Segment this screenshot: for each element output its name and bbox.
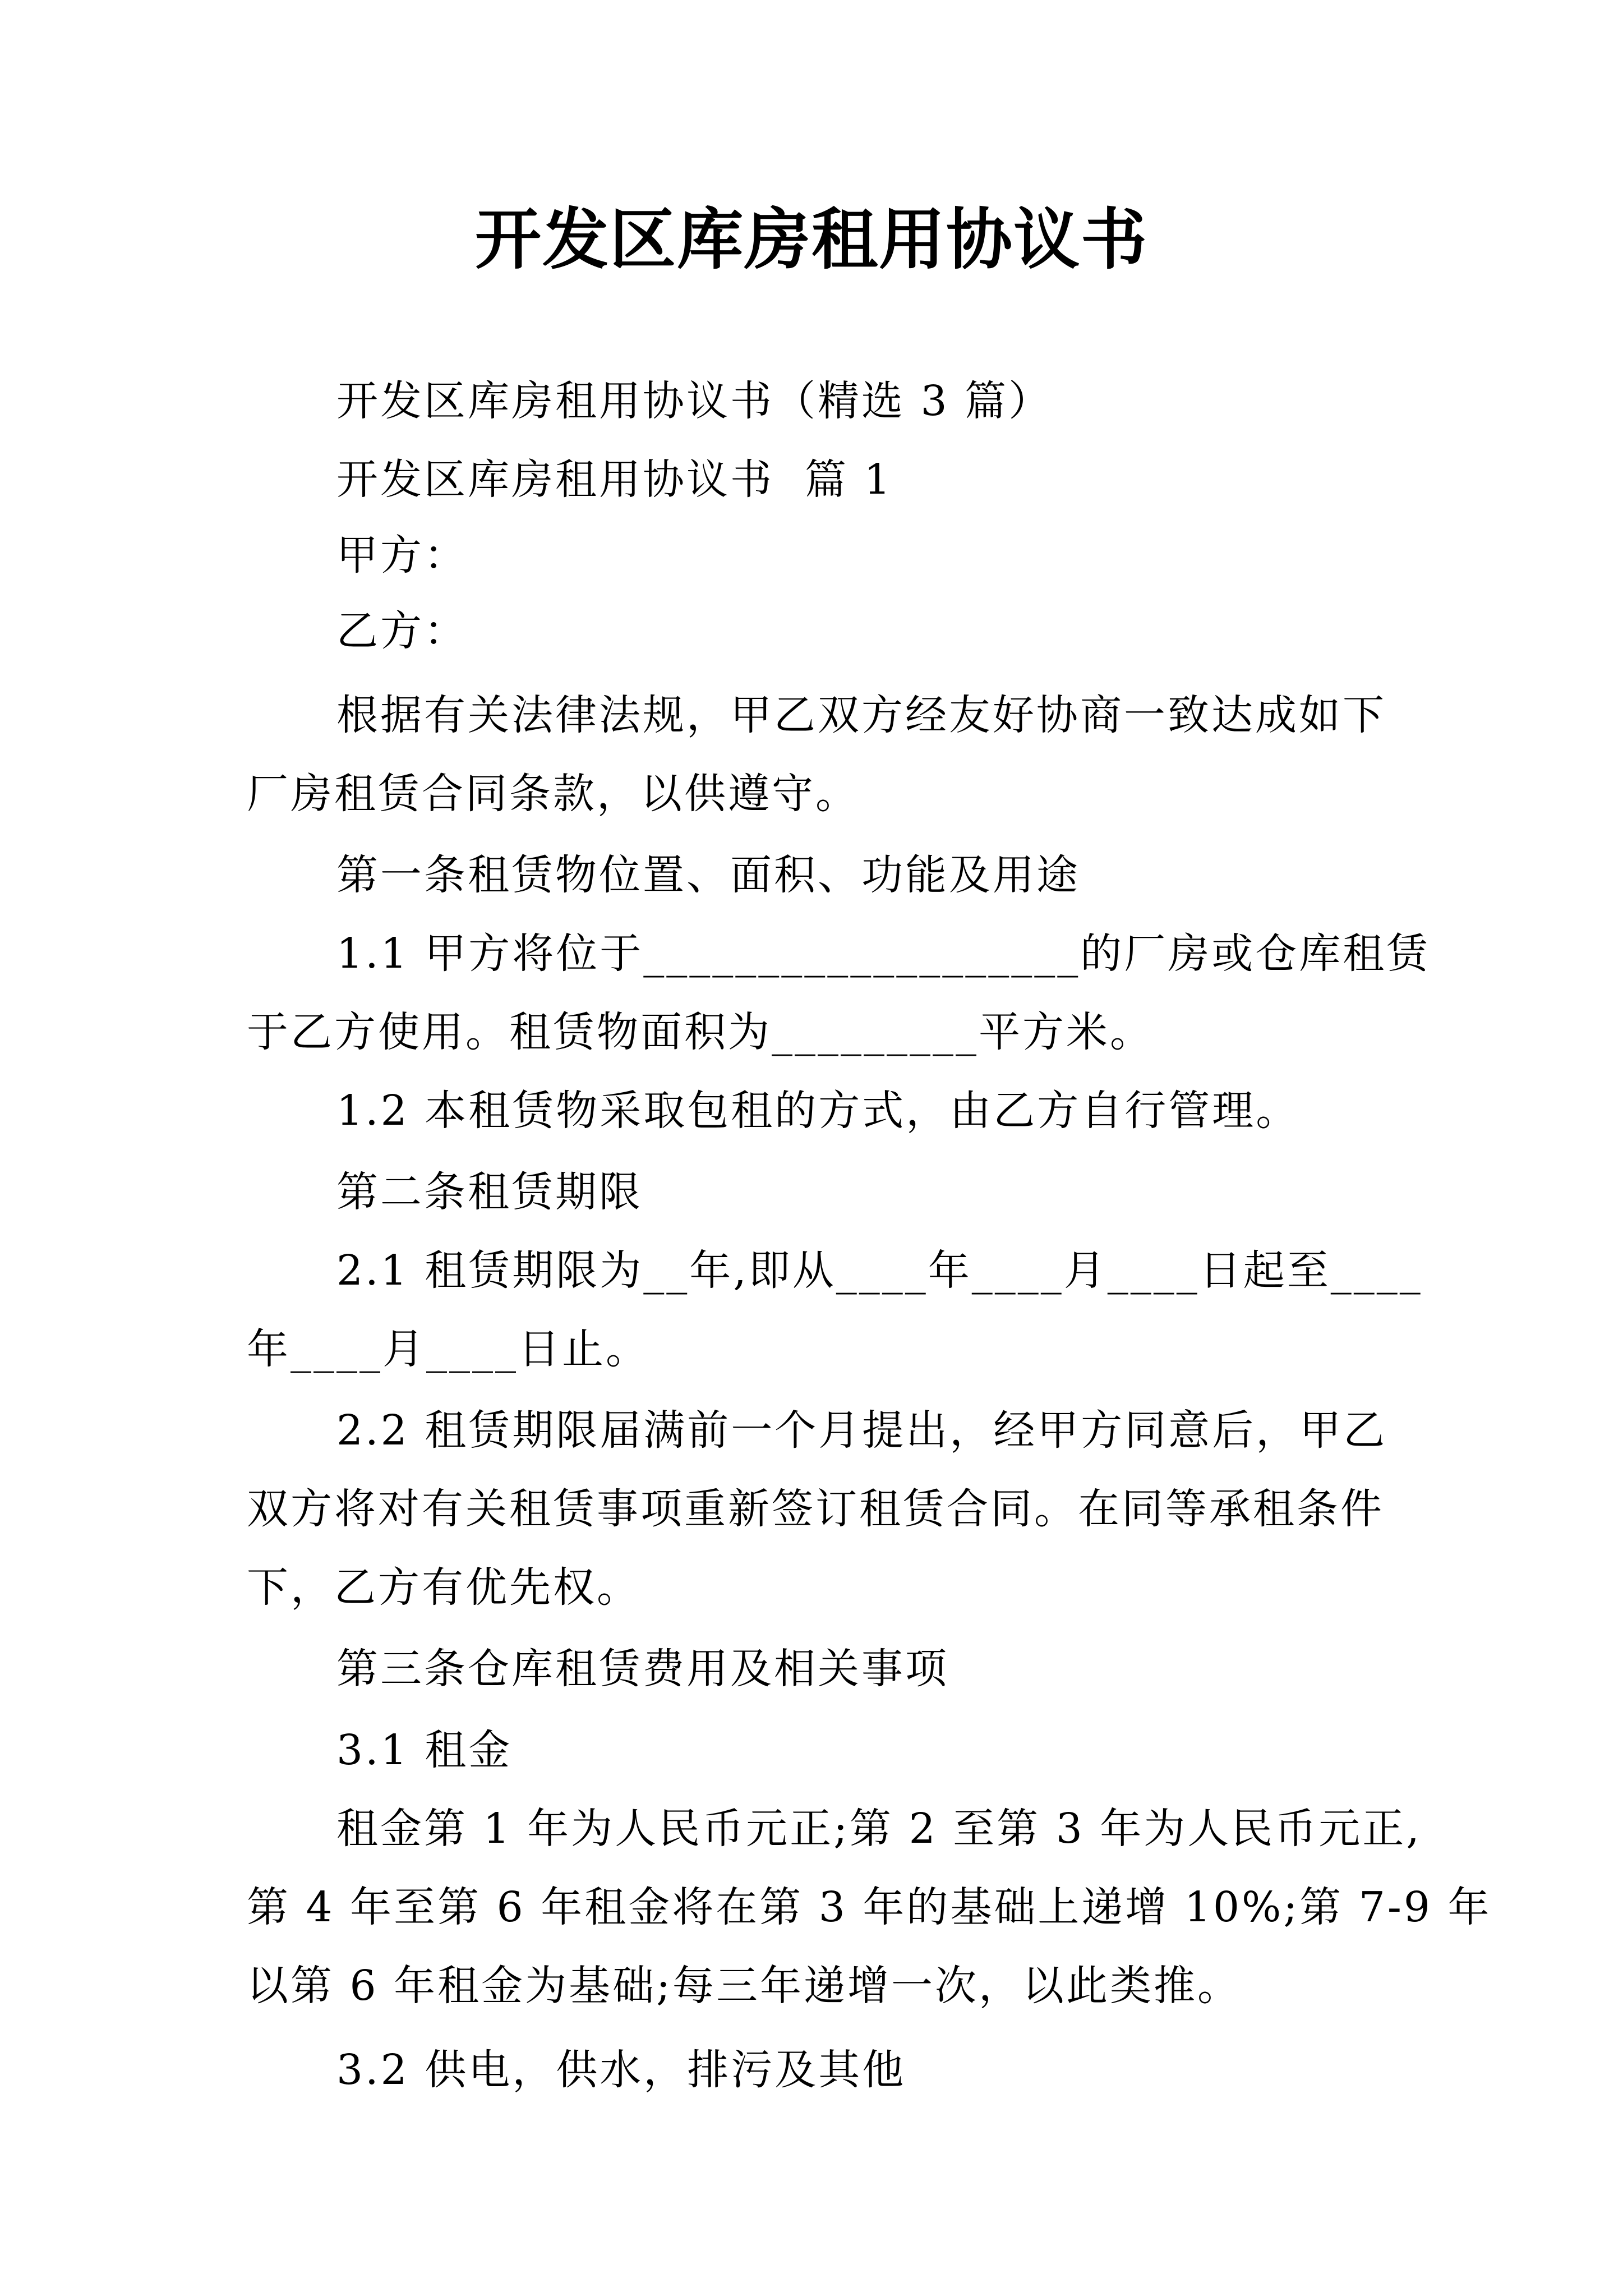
paragraph-line: 以第 6 年租金为基础;每三年递增一次，以此类推。 (247, 1962, 1242, 2010)
paragraph-line: 第 4 年至第 6 年租金将在第 3 年的基础上递增 10%;第 7-9 年 (247, 1883, 1492, 1931)
paragraph-line: 厂房租赁合同条款，以供遵守。 (247, 770, 859, 818)
document-title: 开发区库房租用协议书 (474, 200, 1148, 278)
paragraph-line: 乙方： (336, 607, 468, 655)
paragraph-line: 第三条仓库租赁费用及相关事项 (336, 1645, 949, 1693)
paragraph-line: 1.1 甲方将位于___________________的厂房或仓库租赁 (336, 930, 1431, 978)
paragraph-line: 第一条租赁物位置、面积、功能及用途 (336, 851, 1080, 899)
paragraph-line: 双方将对有关租赁事项重新签订租赁合同。在同等承租条件 (247, 1485, 1384, 1533)
paragraph-line: 于乙方使用。租赁物面积为_________平方米。 (247, 1008, 1154, 1056)
paragraph-line: 2.2 租赁期限届满前一个月提出，经甲方同意后，甲乙 (336, 1406, 1387, 1455)
paragraph-line: 开发区库房租用协议书（精选 3 篇） (336, 377, 1053, 425)
paragraph-line: 第二条租赁期限 (336, 1168, 643, 1216)
paragraph-line: 年____月____日止。 (247, 1325, 649, 1373)
paragraph-line: 甲方： (336, 531, 468, 579)
paragraph-line: 租金第 1 年为人民币元正;第 2 至第 3 年为人民币元正, (336, 1805, 1422, 1853)
paragraph-line: 根据有关法律法规，甲乙双方经友好协商一致达成如下 (336, 691, 1386, 739)
paragraph-line: 开发区库房租用协议书 篇 1 (336, 455, 893, 504)
paragraph-line: 1.2 本租赁物采取包租的方式，由乙方自行管理。 (336, 1087, 1300, 1135)
paragraph-line: 3.1 租金 (336, 1726, 513, 1774)
paragraph-line: 2.1 租赁期限为__年,即从____年____月____日起至____ (336, 1246, 1423, 1295)
paragraph-line: 下，乙方有优先权。 (247, 1563, 640, 1612)
paragraph-line: 3.2 供电，供水，排污及其他 (336, 2046, 906, 2094)
